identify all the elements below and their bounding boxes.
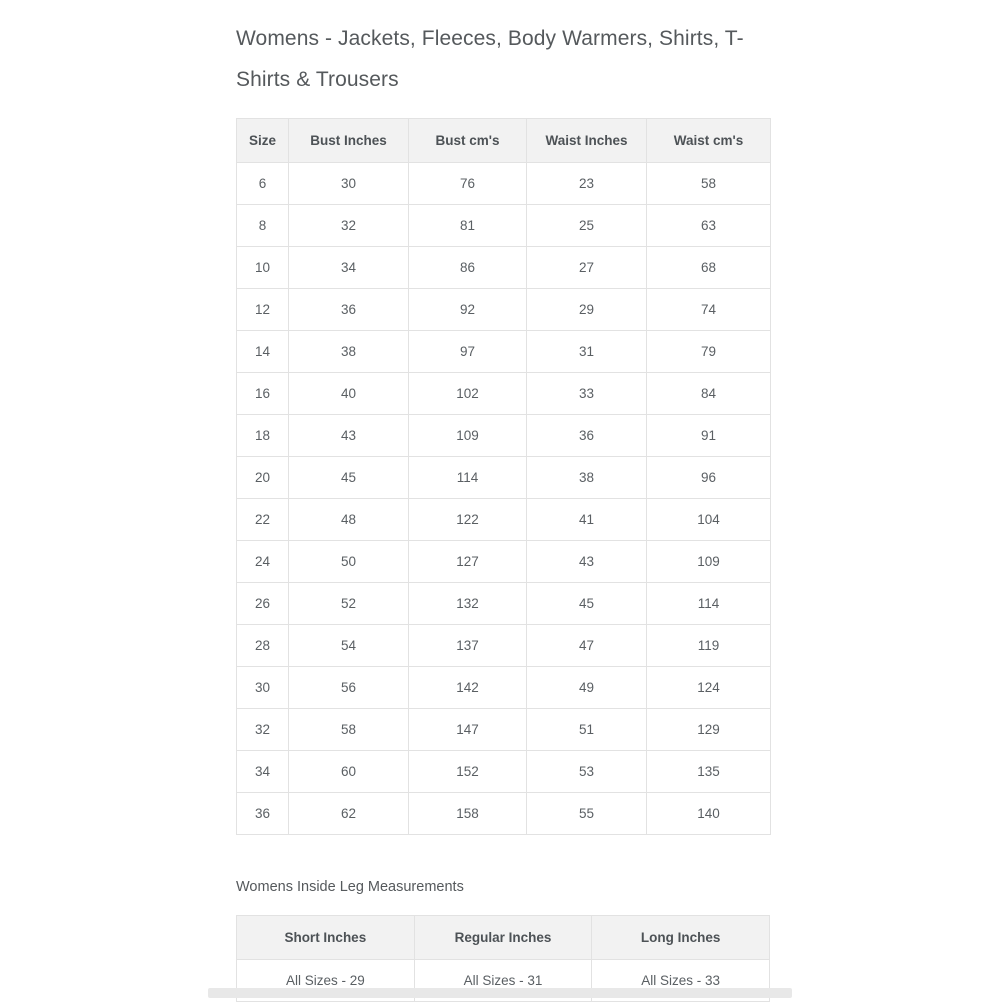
- column-header-regular-inches: Regular Inches: [414, 916, 592, 960]
- table-row: [237, 163, 771, 205]
- table-row: [237, 331, 771, 373]
- cell-waist-inches: 36: [527, 415, 647, 457]
- cell-bust-cms: 97: [409, 331, 527, 373]
- inside-leg-subtitle: Womens Inside Leg Measurements: [236, 879, 464, 895]
- column-header-bust-cms: Bust cm's: [409, 119, 527, 163]
- cell-waist-inches: 25: [527, 205, 647, 247]
- cell-bust-cms: 158: [409, 793, 527, 835]
- cell-bust-cms: 86: [409, 247, 527, 289]
- cell-size: 14: [237, 331, 289, 373]
- cell-bust-cms: 122: [409, 499, 527, 541]
- page-title: Womens - Jackets, Fleeces, Body Warmers, Shirts, T-Shirts & Trousers: [236, 27, 744, 91]
- cell-bust-inches: 56: [289, 667, 409, 709]
- column-header-size: Size: [237, 119, 289, 163]
- table-row: [237, 541, 771, 583]
- content-container: [236, 18, 776, 1002]
- cell-waist-cms: 74: [647, 289, 771, 331]
- cell-waist-inches: 31: [527, 331, 647, 373]
- cell-long-inches: All Sizes - 33: [592, 960, 770, 1002]
- table-row: [237, 583, 771, 625]
- cell-waist-inches: 38: [527, 457, 647, 499]
- column-header-waist-cms: Waist cm's: [647, 119, 771, 163]
- table-row: [237, 499, 771, 541]
- cell-bust-inches: 45: [289, 457, 409, 499]
- cell-waist-inches: 33: [527, 373, 647, 415]
- cell-bust-inches: 36: [289, 289, 409, 331]
- cell-waist-cms: 109: [647, 541, 771, 583]
- table-row: [237, 709, 771, 751]
- cell-size: 24: [237, 541, 289, 583]
- cell-bust-cms: 142: [409, 667, 527, 709]
- cell-bust-cms: 81: [409, 205, 527, 247]
- table-row: [237, 415, 771, 457]
- cell-size: 26: [237, 583, 289, 625]
- cell-bust-cms: 152: [409, 751, 527, 793]
- cell-waist-cms: 124: [647, 667, 771, 709]
- cell-waist-cms: 114: [647, 583, 771, 625]
- cell-waist-cms: 68: [647, 247, 771, 289]
- cell-size: 20: [237, 457, 289, 499]
- cell-waist-cms: 140: [647, 793, 771, 835]
- cell-bust-inches: 32: [289, 205, 409, 247]
- cell-bust-inches: 30: [289, 163, 409, 205]
- column-header-short-inches: Short Inches: [237, 916, 415, 960]
- cell-bust-inches: 60: [289, 751, 409, 793]
- cell-waist-inches: 53: [527, 751, 647, 793]
- bottom-scroll-indicator[interactable]: [208, 988, 792, 998]
- cell-waist-cms: 129: [647, 709, 771, 751]
- cell-bust-inches: 52: [289, 583, 409, 625]
- cell-waist-cms: 63: [647, 205, 771, 247]
- cell-waist-inches: 55: [527, 793, 647, 835]
- cell-waist-inches: 49: [527, 667, 647, 709]
- cell-waist-inches: 41: [527, 499, 647, 541]
- cell-size: 22: [237, 499, 289, 541]
- size-table-body: [237, 163, 771, 835]
- size-table-head: [237, 119, 771, 163]
- column-header-waist-inches: Waist Inches: [527, 119, 647, 163]
- table-row: [237, 247, 771, 289]
- cell-waist-inches: 27: [527, 247, 647, 289]
- cell-bust-cms: 132: [409, 583, 527, 625]
- cell-size: 10: [237, 247, 289, 289]
- cell-bust-inches: 54: [289, 625, 409, 667]
- cell-size: 8: [237, 205, 289, 247]
- cell-waist-inches: 47: [527, 625, 647, 667]
- cell-bust-cms: 76: [409, 163, 527, 205]
- cell-waist-cms: 96: [647, 457, 771, 499]
- cell-size: 32: [237, 709, 289, 751]
- cell-size: 12: [237, 289, 289, 331]
- column-header-long-inches: Long Inches: [592, 916, 770, 960]
- leg-table-head: [237, 916, 770, 960]
- cell-waist-inches: 29: [527, 289, 647, 331]
- table-row: [237, 793, 771, 835]
- cell-size: 34: [237, 751, 289, 793]
- table-row: [237, 625, 771, 667]
- table-header-row: [237, 916, 770, 960]
- table-row: [237, 457, 771, 499]
- cell-size: 16: [237, 373, 289, 415]
- cell-bust-cms: 127: [409, 541, 527, 583]
- cell-waist-cms: 119: [647, 625, 771, 667]
- cell-regular-inches: All Sizes - 31: [414, 960, 592, 1002]
- cell-short-inches: All Sizes - 29: [237, 960, 415, 1002]
- cell-waist-cms: 91: [647, 415, 771, 457]
- cell-size: 6: [237, 163, 289, 205]
- cell-bust-cms: 147: [409, 709, 527, 751]
- cell-bust-inches: 50: [289, 541, 409, 583]
- cell-bust-cms: 92: [409, 289, 527, 331]
- cell-waist-cms: 58: [647, 163, 771, 205]
- cell-bust-inches: 43: [289, 415, 409, 457]
- cell-bust-cms: 137: [409, 625, 527, 667]
- cell-bust-inches: 62: [289, 793, 409, 835]
- cell-size: 18: [237, 415, 289, 457]
- cell-bust-cms: 109: [409, 415, 527, 457]
- cell-waist-inches: 23: [527, 163, 647, 205]
- cell-bust-cms: 114: [409, 457, 527, 499]
- table-row: [237, 667, 771, 709]
- cell-bust-cms: 102: [409, 373, 527, 415]
- cell-waist-cms: 84: [647, 373, 771, 415]
- cell-size: 28: [237, 625, 289, 667]
- table-row: [237, 289, 771, 331]
- cell-waist-inches: 43: [527, 541, 647, 583]
- cell-waist-cms: 135: [647, 751, 771, 793]
- cell-bust-inches: 58: [289, 709, 409, 751]
- cell-bust-inches: 48: [289, 499, 409, 541]
- table-row: [237, 751, 771, 793]
- column-header-bust-inches: Bust Inches: [289, 119, 409, 163]
- table-header-row: [237, 119, 771, 163]
- cell-bust-inches: 38: [289, 331, 409, 373]
- cell-size: 36: [237, 793, 289, 835]
- cell-waist-cms: 104: [647, 499, 771, 541]
- cell-size: 30: [237, 667, 289, 709]
- cell-waist-inches: 51: [527, 709, 647, 751]
- table-row: [237, 205, 771, 247]
- cell-waist-cms: 79: [647, 331, 771, 373]
- cell-bust-inches: 40: [289, 373, 409, 415]
- cell-bust-inches: 34: [289, 247, 409, 289]
- cell-waist-inches: 45: [527, 583, 647, 625]
- womens-size-table: [236, 118, 771, 835]
- table-row: [237, 373, 771, 415]
